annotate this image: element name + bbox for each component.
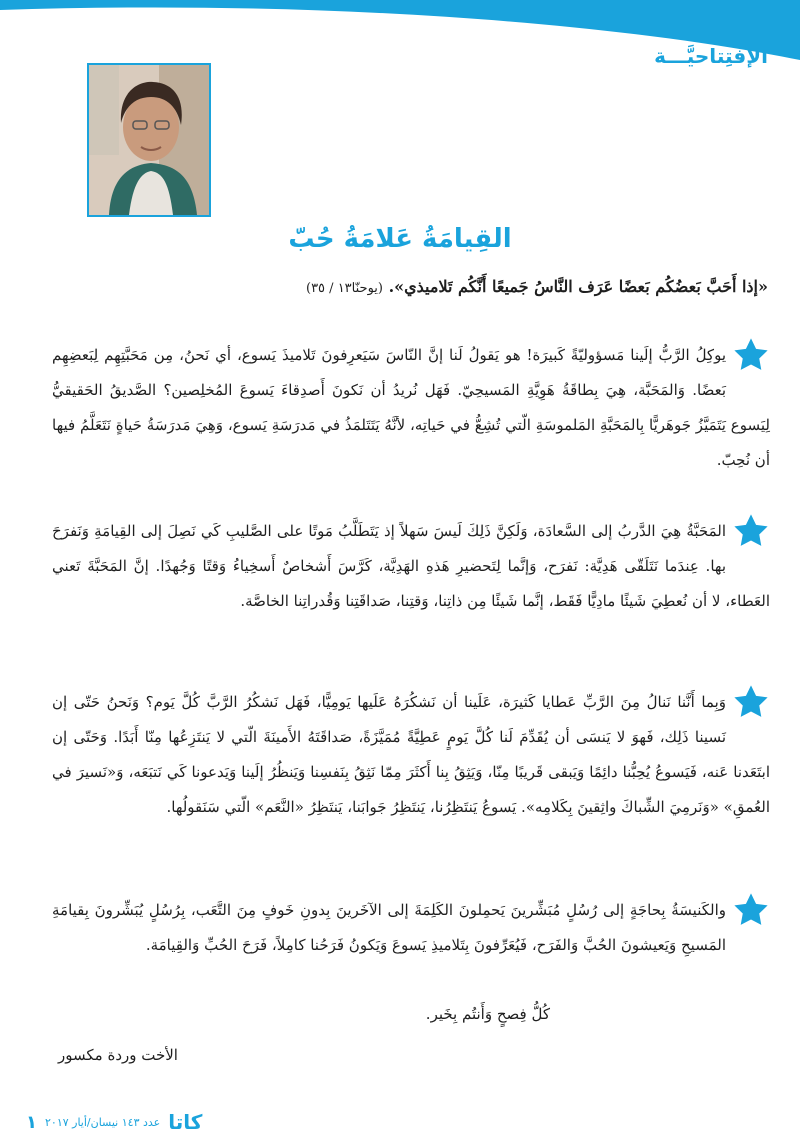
paragraph-text: المَحَبَّةُ هِيَ الدَّربُ إلى السَّعادَة، وَلَكِنَّ ذَلِكَ لَيسَ سَهلاً إذ يَتَطَلَّبُ مَوتًا على الصَّليبِ كَي نَصِلَ إلى القِيامَةِ وَنَفرَحَ بها. عِندَما نَتَلَقّى هَدِيَّة: نَفرَح، وَإنَّما لِتَحضيرِ هَذهِ الهَدِيَّة، كَرَّسَ أَشخاصٌ أَسخِياءُ وَقتًا وَجُهدًا. إنَّ المَحَبَّةَ تَعني العَطاء، لا أن نُعطِيَ شَيئًا مادِيًّا فَقَط، إنَّما شَيئًا مِن ذاتِنا، وَقتِنا، صَداقَتِنا وَقُدراتِنا الخاصَّة.	[52, 522, 770, 610]
star-icon	[732, 336, 770, 374]
issue-info: عدد ١٤٣ نيسان/أيار ٢٠١٧	[45, 1115, 161, 1129]
paragraph-4	[52, 893, 770, 963]
quote-reference: (يوحنّا١٣ / ٣٥)	[305, 281, 383, 296]
paragraph-text: والكَنيسَةُ بِحاجَةٍ إلى رُسُلٍ مُبَشِّرينَ يَحمِلونَ الكَلِمَةَ إلى الآخَرينَ بِدونِ خَوفٍ مِنَ التَّعَب، بِرُسُلٍ يُبَشِّرونَ بِقيامَةِ المَسيحِ وَيَعيشونَ الحُبَّ وَالفَرَح، فَيُعَرِّفونَ بِتَلاميذِ يَسوعَ وَيَكونُ فَرَحُنا كامِلاً، فَرَحَ الحُبِّ وَالقِيامَة.	[52, 901, 726, 954]
gospel-quote	[110, 277, 768, 296]
magazine-brand: كاتا	[168, 1110, 203, 1134]
paragraph-1	[52, 338, 770, 478]
closing-greeting: كُلُّ فِصحٍ وَأَنتُم بِخَير.	[425, 1005, 550, 1023]
star-icon	[732, 512, 770, 550]
section-title: الإفتِتاحيَّـــة	[654, 44, 768, 68]
paragraph-text: وَبِما أَنَّنا نَنالُ مِنَ الرَّبِّ عَطايا كَثيرَة، عَلَينا أن نَشكُرَهُ عَلَيها يَومِيًّا، فَهَل نَشكُرُ الرَّبَّ كُلَّ يَوم؟ وَنَحنُ حَتّى إن نَسينا ذَلِك، فَهوَ لا يَنسَى أن يُقَدِّمَ لَنا كُلَّ يَومٍ عَطِيَّةً مُمَيَّزَةً، صَداقَتَهُ الأَمينَةَ الّتي لا يَنتَزِعُها مِنّا أَبَدًا. وَحَتّى إن ابتَعَدنا عَنه، فَيَسوعُ يُحِبُّنا دائِمًا وَيَبقى قَريبًا مِنّا، وَيَثِقُ بِنا أَكثَرَ مِمّا نَثِقُ بِنَفسِنا وَيَنظُرُ إلَينا وَيَدعونا كَي نَتبَعَه، وَ«نَسيرَ في العُمقِ» «وَنَرمِيَ الشِّباكَ واثِقينَ بِكَلامِه». يَسوعُ يَنتَظِرُنا، يَنتَظِرُ جَوابَنا، يَنتَظِرُ «النَّعَم» الّتي سَنَقولُها.	[52, 693, 770, 816]
quote-text: «إذا أَحَبَّ بَعضُكُم بَعضًا عَرَف النَّاسُ جَميعًا أَنَّكُم تَلاميذي».	[388, 277, 768, 296]
author-signature: الأخت وردة مكسور	[58, 1046, 178, 1064]
article-title: القِيامَةُ عَلامَةُ حُبّ	[288, 224, 512, 254]
page-footer	[26, 1110, 202, 1134]
page-number: ١	[26, 1111, 37, 1133]
author-photo	[87, 63, 211, 217]
paragraph-3	[52, 685, 770, 825]
paragraph-2	[52, 514, 770, 619]
star-icon	[732, 683, 770, 721]
star-icon	[732, 891, 770, 929]
paragraph-text: يوكِلُ الرَّبُّ إلَينا مَسؤوليّةً كَبيرَة! هو يَقولُ لَنا إنَّ النّاسَ سَيَعرِفونَ تَلاميذَ يَسوع، أي نَحنُ، مِن مَحَبَّتِهِم لِبَعضِهِم بَعضًا. وَالمَحَبَّة، هِيَ بِطاقَةُ هَوِيَّةِ المَسيحِيّ. فَهَل نُريدُ أن نَكونَ أَصدِقاءَ يَسوعَ المُخلِصين؟ الصَّديقُ الحَقيقيُّ لِيَسوع يَتَمَيَّزُ جَوهَريًّا بِالمَحَبَّةِ المَلموسَةِ الّتي تُشِعُّ في حَياتِه، لأنَّهُ يَتَتَلمَذُ في مَدرَسَةِ يَسوع، وَهِيَ مَدرَسَةُ حَياةٍ نَتَعَلَّمُ فيها أن نُحِبّ.	[52, 346, 770, 469]
